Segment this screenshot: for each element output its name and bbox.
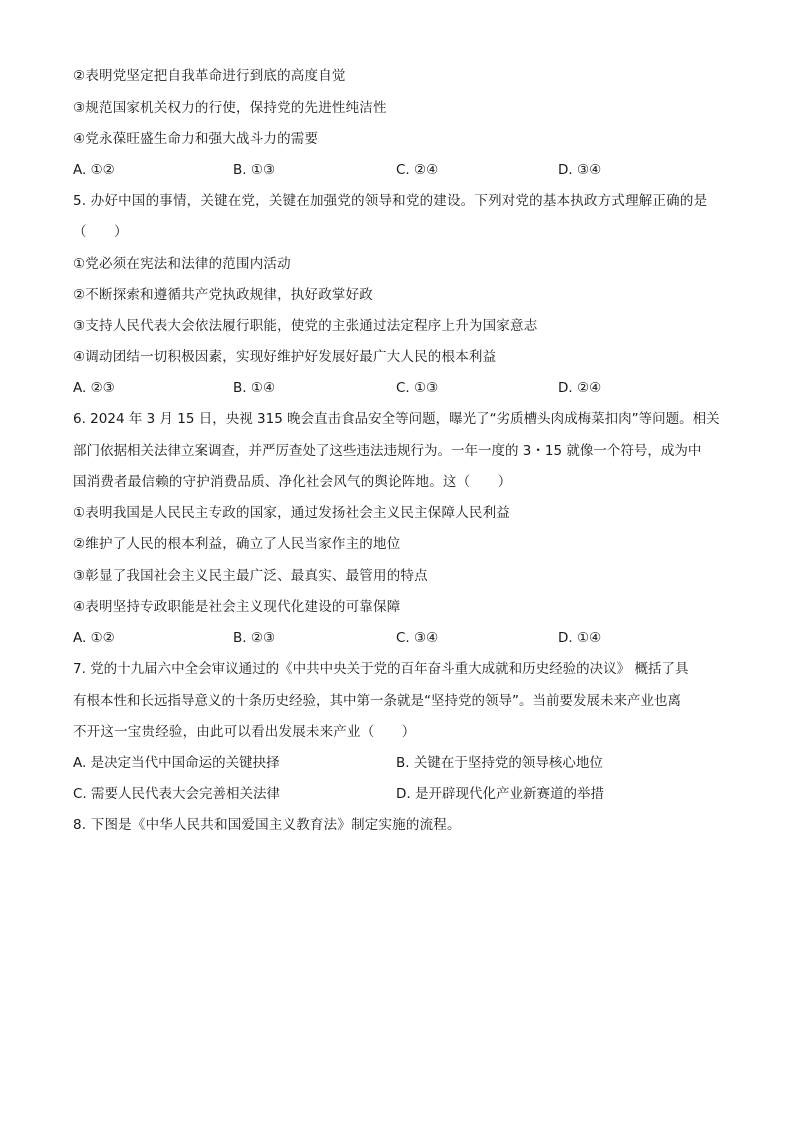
q6-option-a: A. ①② (73, 630, 115, 646)
q6-item-1: ①表明我国是人民民主专政的国家，通过发扬社会主义民主保障人民利益 (73, 505, 511, 521)
q6-item-4: ④表明坚持专政职能是社会主义现代化建设的可靠保障 (73, 599, 401, 615)
q7-option-b: B. 关键在于坚持党的领导核心地位 (396, 755, 603, 771)
q4-item-3: ③规范国家机关权力的行使，保持党的先进性纯洁性 (73, 100, 387, 116)
q5-item-4: ④调动团结一切积极因素，实现好维护好发展好最广大人民的根本利益 (73, 349, 497, 365)
q4-option-a: A. ①② (73, 162, 115, 178)
q5-stem-line-1: 5. 办好中国的事情，关键在党，关键在加强党的领导和党的建设。下列对党的基本执政方式理解正确的是 (73, 193, 708, 209)
q6-item-2: ②维护了人民的根本利益，确立了人民当家作主的地位 (73, 536, 401, 552)
q5-option-a: A. ②③ (73, 380, 115, 396)
q5-option-c: C. ①③ (396, 380, 439, 396)
q5-stem-line-2: （ ） (73, 224, 128, 240)
q4-item-2: ②表明党坚定把自我革命进行到底的高度自觉 (73, 68, 346, 84)
q8-stem: 8. 下图是《中华人民共和国爱国主义教育法》制定实施的流程。 (73, 817, 461, 833)
q7-stem-line-1: 7. 党的十九届六中全会审议通过的《中共中央关于党的百年奋斗重大成就和历史经验的决议》 概括了具 (73, 661, 689, 677)
q6-stem-line-3: 国消费者最信赖的守护消费品质、净化社会风气的舆论阵地。这（ ） (73, 474, 512, 490)
q5-option-b: B. ①④ (233, 380, 276, 396)
q4-option-b: B. ①③ (233, 162, 276, 178)
q5-option-d: D. ②④ (558, 380, 602, 396)
q6-stem-line-2: 部门依据相关法律立案调查，并严厉查处了这些违法违规行为。一年一度的 3・15 就像一个符号，成为中 (73, 443, 702, 459)
q6-option-c: C. ③④ (396, 630, 439, 646)
q5-item-1: ①党必须在宪法和法律的范围内活动 (73, 256, 291, 272)
q6-item-3: ③彰显了我国社会主义民主最广泛、最真实、最管用的特点 (73, 568, 428, 584)
q6-stem-line-1: 6. 2024 年 3 月 15 日，央视 315 晚会直击食品安全等问题，曝光了“劣质槽头肉成梅菜扣肉”等问题。相关 (73, 411, 720, 427)
q6-option-d: D. ①④ (558, 630, 602, 646)
q7-option-d: D. 是开辟现代化产业新赛道的举措 (396, 786, 604, 802)
q7-stem-line-3: 不开这一宝贵经验，由此可以看出发展未来产业（ ） (73, 724, 416, 740)
q5-item-2: ②不断探索和遵循共产党执政规律，执好政掌好政 (73, 287, 374, 303)
q4-option-d: D. ③④ (558, 162, 602, 178)
q4-option-c: C. ②④ (396, 162, 439, 178)
q6-option-b: B. ②③ (233, 630, 276, 646)
q7-option-c: C. 需要人民代表大会完善相关法律 (73, 786, 281, 802)
q7-option-a: A. 是决定当代中国命运的关键抉择 (73, 755, 280, 771)
q7-stem-line-2: 有根本性和长远指导意义的十条历史经验，其中第一条就是“坚持党的领导”。当前要发展未来产业也离 (73, 693, 681, 709)
q4-item-4: ④党永葆旺盛生命力和强大战斗力的需要 (73, 131, 319, 147)
q5-item-3: ③支持人民代表大会依法履行职能，使党的主张通过法定程序上升为国家意志 (73, 318, 538, 334)
